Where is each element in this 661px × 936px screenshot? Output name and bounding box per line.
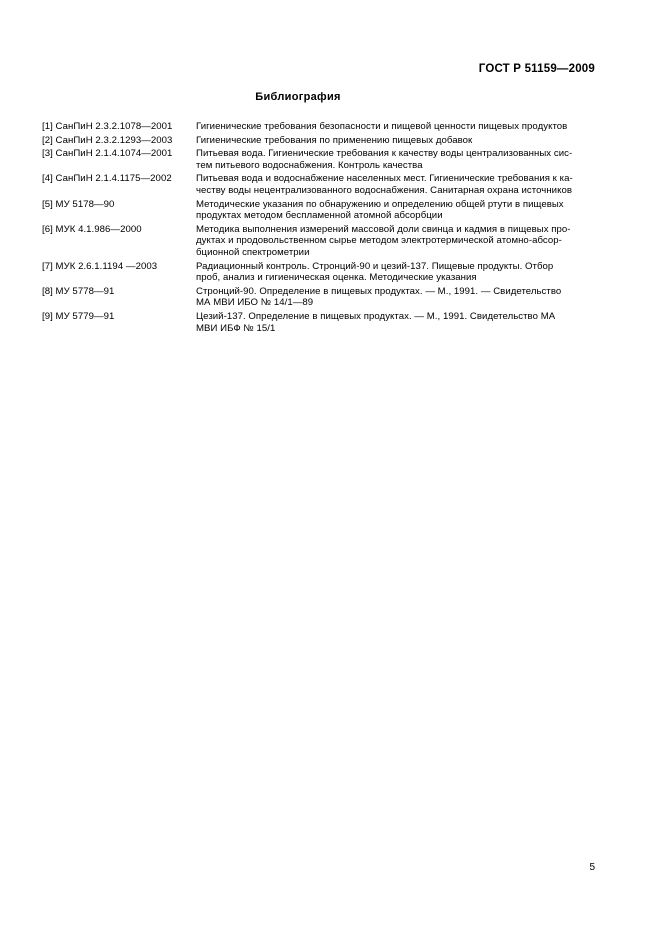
bibliography-entry bbox=[42, 173, 596, 196]
entry-line: Цезий-137. Определение в пищевых продуктах. — М., 1991. Свидетельство МА bbox=[196, 310, 556, 322]
entry-reference: [6] МУК 4.1.986—2000 bbox=[42, 223, 142, 235]
entry-line: МА МВИ ИБО № 14/1—89 bbox=[196, 297, 314, 309]
entry-reference: [5] МУ 5178—90 bbox=[42, 198, 115, 210]
entry-line: бционной спектрометрии bbox=[196, 246, 310, 258]
entry-line: дуктах и продовольственном сырье методом электротермической атомно-абсор- bbox=[196, 235, 562, 247]
entry-line: Методические указания по обнаружению и определению общей ртути в пищевых bbox=[196, 198, 564, 210]
entry-description bbox=[196, 135, 596, 147]
bibliography-entry bbox=[42, 148, 596, 171]
entry-description bbox=[196, 199, 596, 222]
entry-description bbox=[196, 261, 596, 284]
entry-description bbox=[196, 224, 596, 259]
entry-description bbox=[196, 121, 596, 133]
page-number: 5 bbox=[589, 862, 595, 873]
entry-line: Гигиенические требования по применению пищевых добавок bbox=[196, 134, 473, 146]
entry-reference: [9] МУ 5779—91 bbox=[42, 310, 115, 322]
entry-line: честву воды нецентрализованного водоснабжения. Санитарная охрана источников bbox=[196, 184, 572, 196]
entry-reference: [8] МУ 5778—91 bbox=[42, 285, 115, 297]
entry-description bbox=[196, 148, 596, 171]
entry-reference: [2] СанПиН 2.3.2.1293—2003 bbox=[42, 134, 173, 146]
bibliography-entry bbox=[42, 261, 596, 284]
entry-line: Гигиенические требования безопасности и пищевой ценности пищевых продуктов bbox=[196, 121, 568, 132]
entry-reference: [1] СанПиН 2.3.2.1078—2001 bbox=[42, 121, 173, 132]
bibliography-entry bbox=[42, 286, 596, 309]
entry-reference: [4] СанПиН 2.1.4.1175—2002 bbox=[42, 173, 172, 185]
bibliography-entry bbox=[42, 121, 596, 133]
entry-reference: [7] МУК 2.6.1.1194 —2003 bbox=[42, 260, 158, 272]
bibliography-entry bbox=[42, 311, 596, 334]
entry-line: Радиационный контроль. Стронций-90 и цезий-137. Пищевые продукты. Отбор bbox=[196, 260, 554, 272]
entry-description bbox=[196, 311, 596, 334]
entry-line: проб, анализ и гигиеническая оценка. Методические указания bbox=[196, 272, 477, 284]
section-title: Библиография bbox=[255, 91, 341, 103]
bibliography-entry bbox=[42, 135, 596, 147]
entry-line: Питьевая вода. Гигиенические требования к качеству воды централизованных сис- bbox=[196, 148, 573, 160]
entry-description bbox=[196, 173, 596, 196]
entry-line: Методика выполнения измерений массовой доли свинца и кадмия в пищевых про- bbox=[196, 223, 571, 235]
entry-line: Питьевая вода и водоснабжение населенных мест. Гигиенические требования к ка- bbox=[196, 173, 573, 185]
entry-line: продуктах методом беспламенной атомной абсорбции bbox=[196, 210, 443, 222]
bibliography-entry bbox=[42, 199, 596, 222]
bibliography-entry bbox=[42, 224, 596, 259]
entry-line: Стронций-90. Определение в пищевых продуктах. — М., 1991. — Свидетельство bbox=[196, 285, 562, 297]
running-head: ГОСТ Р 51159—2009 bbox=[478, 63, 595, 75]
entry-line: тем питьевого водоснабжения. Контроль качества bbox=[196, 159, 423, 171]
entry-reference: [3] СанПиН 2.1.4.1074—2001 bbox=[42, 148, 173, 160]
entry-line: МВИ ИБФ № 15/1 bbox=[196, 322, 276, 334]
bibliography-list bbox=[42, 121, 596, 335]
entry-description bbox=[196, 286, 596, 309]
